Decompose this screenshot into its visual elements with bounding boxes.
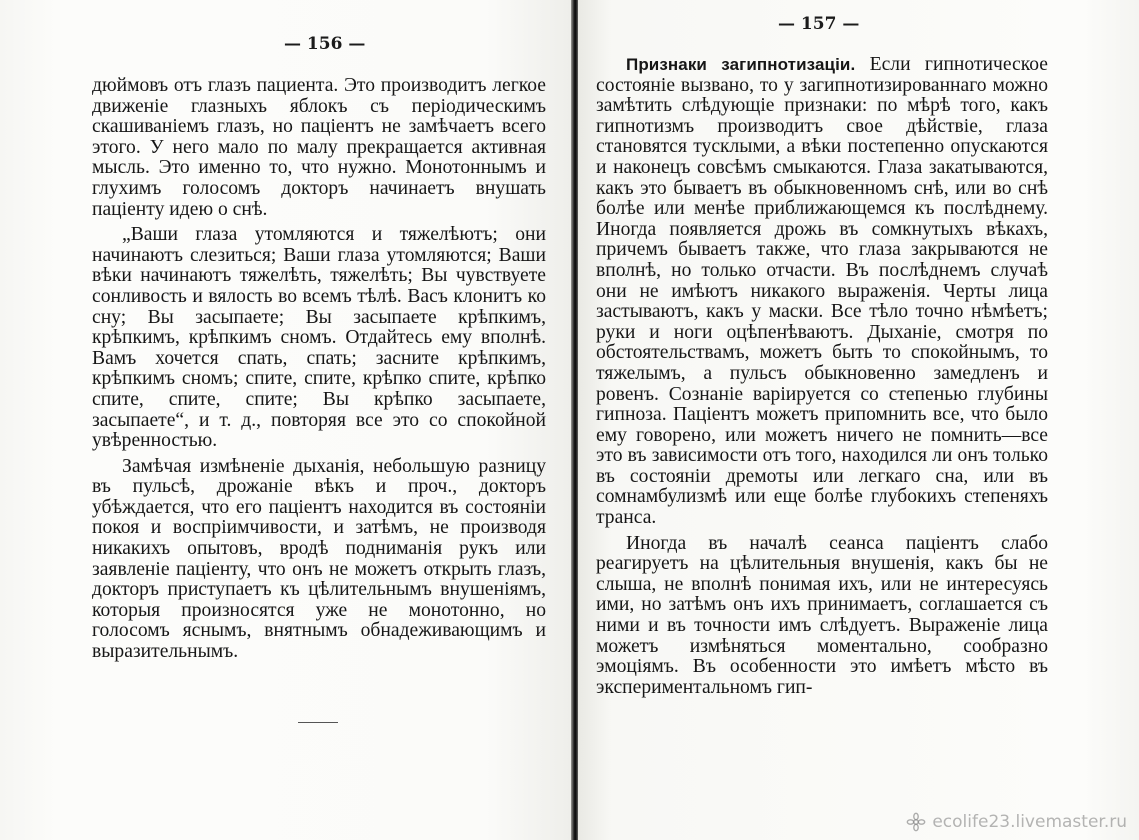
right-page-text — [596, 55, 1048, 698]
watermark — [906, 812, 1127, 832]
end-rule-divider — [298, 722, 338, 723]
left-page-text — [92, 76, 546, 663]
flower-logo-icon — [906, 812, 926, 832]
right-paragraph-1 — [596, 55, 1048, 529]
section-heading: Признаки загипнотизацiи. — [626, 55, 856, 74]
right-paragraph-1-body: Если гипнотическое состоянiе вызвано, то у загипнотизированнаго можно замѣтить слѣдующiе признаки: по мѣрѣ того, какъ гипнотизмъ производитъ свое дѣйствiе, глаза становятся тусклыми, а вѣки постепенно опускаются и наконецъ совсѣмъ смыкаются. Глаза закатываются, какъ это бываетъ въ обыкновенномъ снѣ, или во снѣ болѣе или менѣе приближающемся къ послѣднему. Иногда появляется дрожь въ сомкнутыхъ вѣкахъ, причемъ бываетъ также, что глаза закрываются не вполнѣ, но только отчасти. Въ послѣднемъ случаѣ они не имѣютъ никакого выраженiя. Черты лица застываютъ, какъ у маски. Все тѣло точно нѣмѣетъ; руки и ноги оцѣпенѣваютъ. Дыханiе, смотря по обстоятельствамъ, можетъ быть то спокойнымъ, то тяжелымъ, а пульсъ обыкновенно замедленъ и ровенъ. Сознанiе варiируется со степенью глубины гипноза. Пацiентъ можетъ припомнить все, что было ему говорено, или можетъ ничего не помнить—все это въ зависимости отъ того, находился ли онъ только въ состоянiи дремоты или легкаго сна, или въ сомнамбулизмѣ или еще болѣе глубокихъ степеняхъ транса. — [596, 54, 1048, 529]
page-number-right: — 157 — — [778, 14, 860, 34]
right-paragraph-2: Иногда въ началѣ сеанса пацiентъ слабо реагируетъ на цѣлительныя внушенiя, какъ бы не слыша, не вполнѣ понимая ихъ, или не интересуясь ими, но затѣмъ онъ ихъ принимаетъ, соглашается съ ними и въ точности имъ слѣдуетъ. Выраженiе лица можетъ измѣняться моментально, сообразно эмоцiямъ. Въ особенности это имѣетъ мѣсто въ экспериментальномъ гип- — [596, 532, 1048, 698]
left-paragraph-3: Замѣчая измѣненiе дыханiя, небольшую разницу въ пульсѣ, дрожанiе вѣкъ и проч., докторъ убѣждается, что его пацiентъ находится въ состоянiи покоя и воспрiимчивости, и затѣмъ, не производя никакихъ опытовъ, вродѣ подниманiя рукъ или заявленiе пацiенту, что онъ не можетъ открыть глазъ, докторъ приступаетъ къ цѣлительнымъ внушенiямъ, которыя произносятся уже не монотонно, но голосомъ яснымъ, внятнымъ обнадеживающимъ и выразительнымъ. — [92, 455, 546, 663]
left-paragraph-1: дюймовъ отъ глазъ пациента. Это производитъ легкое движенiе глазныхъ яблокъ съ перiодическимъ скашиванiемъ глазъ, но пацiентъ не замѣчаетъ всего этого. У него мало по малу прекращается активная мысль. Это именно то, что нужно. Монотоннымъ и глухимъ голосомъ докторъ начинаетъ внушать пацiенту идею о снѣ. — [92, 75, 546, 220]
left-paragraph-2: „Ваши глаза утомляются и тяжелѣютъ; они начинаютъ слезиться; Ваши глаза утомляются; Ваши вѣки начинаютъ тяжелѣть, тяжелѣть; Вы чувствуете сонливость и вялость во всемъ тѣлѣ. Васъ клонитъ ко сну; Вы засыпаете; Вы засыпаете крѣпкимъ, крѣпкимъ, крѣпкимъ сномъ. Отдайтесь ему вполнѣ. Вамъ хочется спать, спать; засните крѣпкимъ, крѣпкимъ сномъ; спите, спите, крѣпко спите, крѣпко спите, спите, спите; Вы крѣпко засыпаете, засыпаете“, и т. д., повторяя все это со спокойной увѣренностью. — [92, 224, 546, 452]
watermark-text: ecolife23.livemaster.ru — [932, 812, 1127, 832]
page-number-left: — 156 — — [284, 34, 366, 54]
